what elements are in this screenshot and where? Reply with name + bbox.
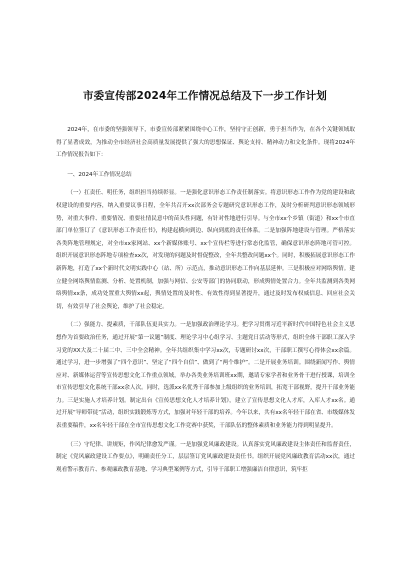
intro-paragraph: 2024年，在市委的坚强领导下，市委宣传部紧紧围绕中心工作，坚持守正创新，勇于担当作为，在各个关键领域取得了显著成效，为推动全市经济社会高质量发展提供了强大的思想保证、舆论支持、精神动力和文化条件。现将2024年工作情况报告如下： bbox=[56, 127, 355, 159]
document-title: 市委宣传部2024年工作情况总结及下一步工作计划 bbox=[82, 90, 328, 102]
document-body bbox=[56, 124, 355, 476]
paragraph-3: （三）守纪律、讲规矩，作风纪律愈发严谨。一是加强党风廉政建设。认真落实党风廉政建设主体责任和监督责任，制定《党风廉政建设工作要点》，明确责任分工，层层签订党风廉政建设责任书。组织开展党风廉政教育活动xx次，通过观看警示教育片、参观廉政教育基地、学习典型案例等方式，引导干部职工增强廉洁自律意识，筑牢拒 bbox=[56, 441, 355, 473]
paragraph-1: （一）扛责任、明任务，组织担当持续彰显。一是强化意识形态工作责任制落实。将意识形态工作作为党的建设和政权建设的重要内容，纳入重要议事日程，全年共召开xx次部务会专题研究意识形态工作，及时分析研判意识形态领域形势，对重大事件、重要情况、重要社情民意中的苗头性问题，有针对性地进行引导。与全市xx个乡镇（街道）和xx个市直部门单位签订了《意识形态工作责任书》，构建起横向到边、纵向到底的责任体系。二是加强阵地建设与管理。严格落实各类阵地管理规定，对全市xx家网站、xx个新媒体账号、xx个宣传栏等进行常态化监管，确保意识形态阵地可管可控。组织开展意识形态阵地专项检查xx次，对发现的问题及时督促整改，全年共整改问题xx个。同时，积极拓展意识形态工作新阵地，打造了xx个新时代文明实践中心（站、所）示范点，推动意识形态工作向基层延伸。三是积极应对网络舆情。建立健全网络舆情监测、分析、处置机制，加强与网信、公安等部门的协同联动，形成舆情处置合力。全年共监测到各类网络舆情xx条，成功处置重大舆情xx起，舆情处置的及时性、有效性得到显著提升，通过及时发布权威信息、回应社会关切，有效引导了社会舆论，维护了社会稳定。 bbox=[56, 190, 355, 310]
paragraph-2: （二）强能力、提素质，干部队伍更具实力。一是加强政治理论学习。把学习贯彻习近平新时代中国特色社会主义思想作为首要政治任务，通过开展“第一议题”制度、理论学习中心组学习、主题党日活动等形式，组织全体干部职工深入学习党的XX大及二十届二中、三中全会精神。全年共组织集中学习xx次，专题研讨xx次，干部职工撰写心得体会xx余篇。通过学习，进一步增强了“四个意识”、坚定了“四个自信”、做到了“两个维护”。二是开展业务培训。围绕新闻写作、舆情应对、新媒体运营等宣传思想文化工作重点领域，举办各类业务培训班xx期，邀请专家学者和业务骨干进行授课，培训全市宣传思想文化系统干部xx余人次。同时，选派xx名优秀干部参加上级组织的业务培训，拓宽干部视野，提升干部业务能力。三是实施人才培养计划。制定出台《宣传思想文化人才培养计划》，建立了宣传思想文化人才库，入库人才xx名。通过开展“导师带徒”活动，组织实践锻炼等方式，加强对年轻干部的培养。今年以来，共有xx名年轻干部在省、市级媒体发表重要稿件，xx名年轻干部在全市宣传思想文化工作竞赛中获奖，干部队伍的整体素质和业务能力得到明显提升。 bbox=[56, 322, 355, 430]
section-heading: 一、2024年工作情况总结 bbox=[67, 171, 132, 178]
